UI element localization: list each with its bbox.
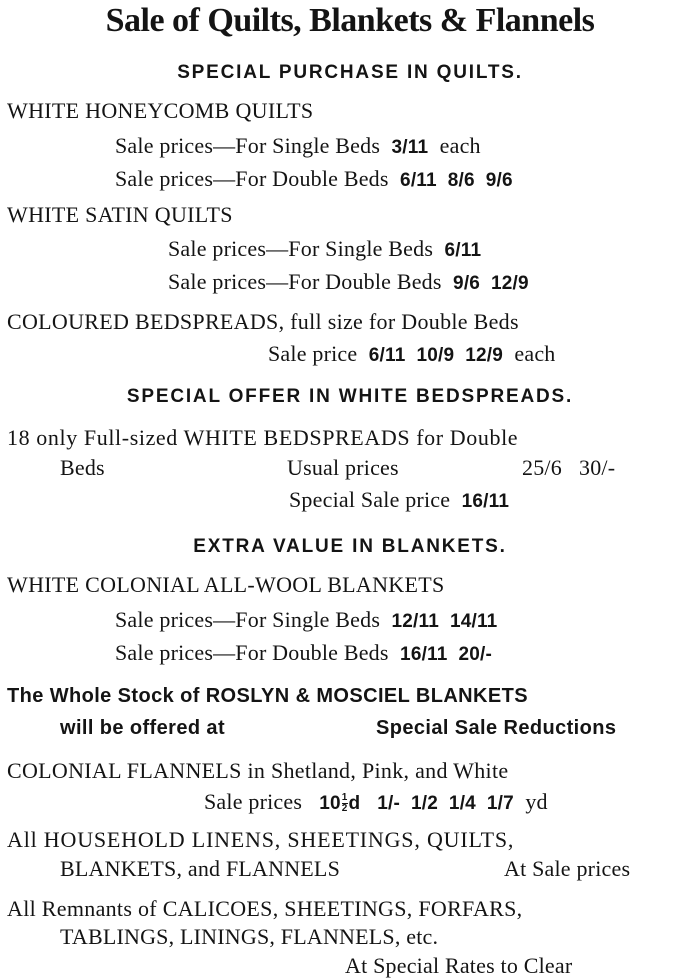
- linens-line2-right: At Sale prices: [504, 856, 631, 881]
- honeycomb-double-label: Sale prices—For Double Beds: [115, 166, 389, 191]
- coloured-bedspreads-price-row: [268, 341, 556, 367]
- blankets-double-label: Sale prices—For Double Beds: [115, 640, 389, 665]
- colonial-flannels-name: COLONIAL FLANNELS in Shetland, Pink, and White: [7, 758, 509, 783]
- flannels-first-price-unit: d: [348, 793, 361, 814]
- colonial-blankets-name: WHITE COLONIAL ALL-WOOL BLANKETS: [7, 572, 445, 597]
- remnants-line1: All Remnants of CALICOES, SHEETINGS, FORFARS,: [7, 896, 523, 921]
- remnants-line2: TABLINGS, LININGS, FLANNELS, etc.: [60, 924, 439, 949]
- fraction-numerator: 1: [341, 792, 348, 804]
- white-bedspreads-heading: SPECIAL OFFER IN WHITE BEDSPREADS.: [126, 386, 574, 407]
- satin-double-label: Sale prices—For Double Beds: [168, 269, 442, 294]
- flannels-prices: 1/- 1/2 1/4 1/7: [377, 793, 514, 814]
- flannels-suffix: yd: [525, 789, 548, 814]
- white-bedspreads-special-row: [289, 487, 509, 513]
- page-title: Sale of Quilts, Blankets & Flannels: [105, 2, 595, 39]
- white-bedspreads-line1: 18 only Full-sized WHITE BEDSPREADS for Double: [7, 425, 519, 450]
- blankets-double-prices: 16/11 20/-: [400, 644, 493, 665]
- honeycomb-quilts-name: WHITE HONEYCOMB QUILTS: [7, 98, 314, 123]
- satin-double-prices: 9/6 12/9: [453, 273, 529, 294]
- honeycomb-double-prices: 6/11 8/6 9/6: [400, 170, 513, 191]
- honeycomb-single-row: [115, 133, 481, 159]
- satin-quilts-name: WHITE SATIN QUILTS: [7, 202, 233, 227]
- flannels-price-row: [204, 789, 548, 815]
- flannels-label: Sale prices: [204, 789, 303, 814]
- satin-single-row: [168, 236, 481, 262]
- blankets-single-prices: 12/11 14/11: [391, 611, 498, 632]
- satin-single-price: 6/11: [444, 240, 482, 261]
- white-bedspreads-special-price: 16/11: [461, 491, 510, 512]
- white-bedspreads-beds-word: Beds: [60, 455, 105, 480]
- honeycomb-double-row: [115, 166, 513, 192]
- roslyn-notice-line1: The Whole Stock of ROSLYN & MOSCIEL BLANKETS: [7, 685, 528, 707]
- blankets-double-row: [115, 640, 492, 666]
- quilts-heading: SPECIAL PURCHASE IN QUILTS.: [177, 62, 523, 83]
- blankets-single-label: Sale prices—For Single Beds: [115, 607, 381, 632]
- flannels-first-price: [319, 793, 366, 814]
- linens-line1: All HOUSEHOLD LINENS, SHEETINGS, QUILTS,: [7, 827, 515, 852]
- coloured-bedspreads-suffix: each: [514, 341, 556, 366]
- coloured-bedspreads-prices: 6/11 10/9 12/9: [368, 345, 503, 366]
- roslyn-notice-right: Special Sale Reductions: [376, 717, 617, 739]
- honeycomb-single-price: 3/11: [391, 137, 429, 158]
- white-bedspreads-usual-label: Usual prices: [287, 455, 399, 480]
- fraction-denominator: 2: [341, 803, 348, 815]
- coloured-bedspreads-name: COLOURED BEDSPREADS, full size for Double Beds: [7, 309, 519, 334]
- satin-double-row: [168, 269, 529, 295]
- coloured-bedspreads-label: Sale price: [268, 341, 358, 366]
- blankets-heading: EXTRA VALUE IN BLANKETS.: [193, 536, 507, 557]
- roslyn-notice-left: will be offered at: [60, 717, 226, 739]
- blankets-single-row: [115, 607, 497, 633]
- remnants-line3: At Special Rates to Clear: [345, 953, 573, 978]
- white-bedspreads-usual-prices: 25/6 30/-: [522, 455, 616, 480]
- flannels-first-price-whole: 10: [319, 793, 341, 814]
- honeycomb-single-suffix: each: [439, 133, 481, 158]
- honeycomb-single-label: Sale prices—For Single Beds: [115, 133, 381, 158]
- half-fraction: [342, 793, 348, 814]
- linens-line2: BLANKETS, and FLANNELS: [60, 856, 341, 881]
- satin-single-label: Sale prices—For Single Beds: [168, 236, 434, 261]
- white-bedspreads-special-label: Special Sale price: [289, 487, 451, 512]
